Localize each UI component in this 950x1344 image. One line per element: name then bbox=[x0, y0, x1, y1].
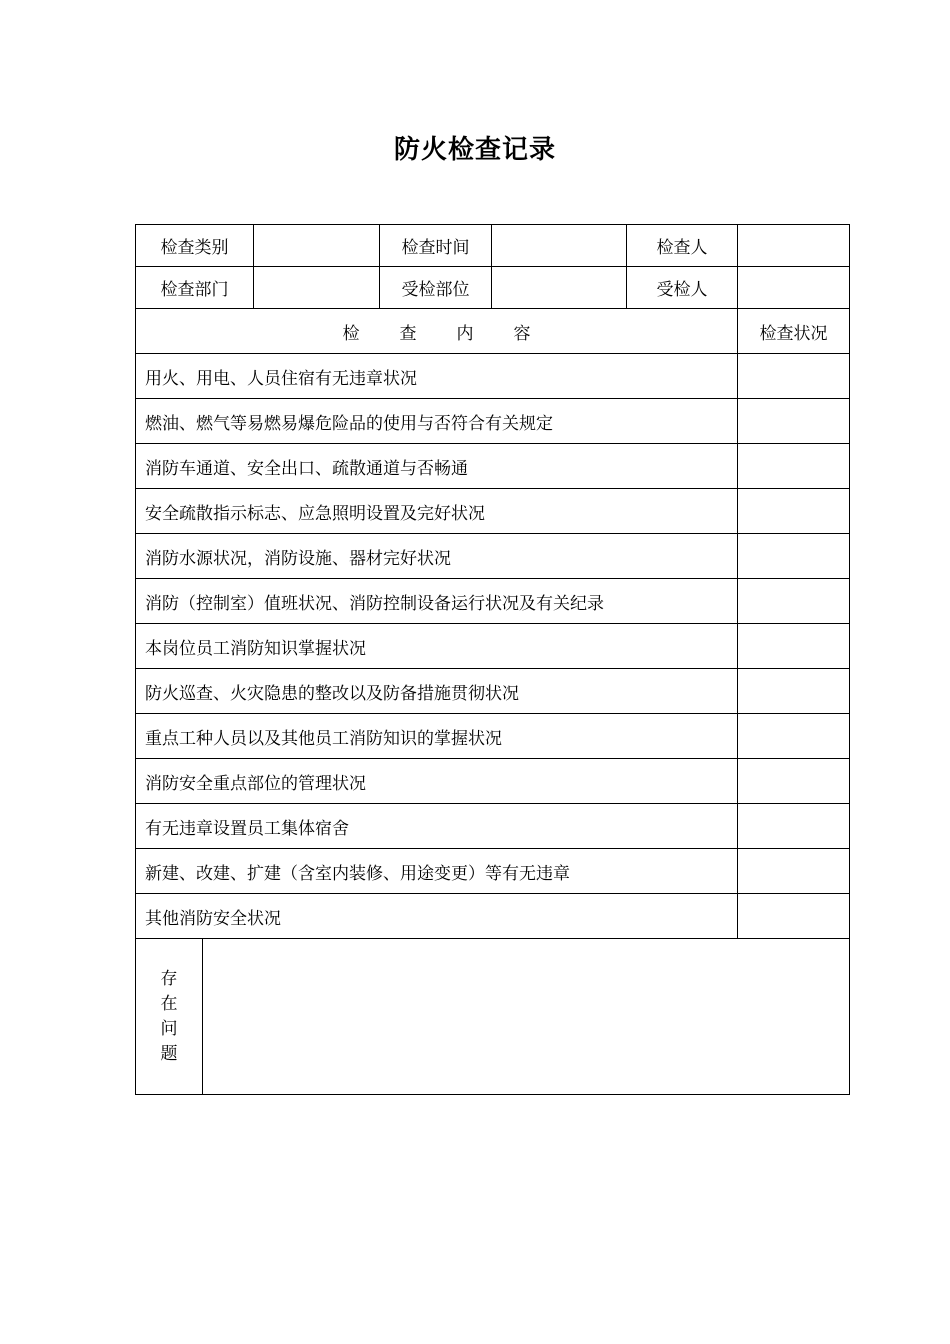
check-item-row bbox=[136, 624, 850, 669]
check-item-row bbox=[136, 579, 850, 624]
inspection-form-table bbox=[135, 224, 850, 1095]
issues-label bbox=[136, 939, 203, 1095]
issues-field[interactable] bbox=[203, 939, 850, 1095]
check-item-status[interactable] bbox=[738, 894, 850, 939]
check-item-status[interactable] bbox=[738, 399, 850, 444]
check-item-text: 消防安全重点部位的管理状况 bbox=[136, 759, 738, 804]
location-field[interactable] bbox=[492, 267, 627, 309]
check-item-status[interactable] bbox=[738, 579, 850, 624]
check-item-status[interactable] bbox=[738, 354, 850, 399]
inspectee-field[interactable] bbox=[738, 267, 850, 309]
check-item-row bbox=[136, 444, 850, 489]
issues-label-char: 问 bbox=[160, 1018, 178, 1039]
category-label: 检查类别 bbox=[136, 225, 254, 267]
inspector-field[interactable] bbox=[738, 225, 850, 267]
check-item-row bbox=[136, 399, 850, 444]
time-field[interactable] bbox=[492, 225, 627, 267]
check-item-status[interactable] bbox=[738, 849, 850, 894]
department-label: 检查部门 bbox=[136, 267, 254, 309]
check-item-status[interactable] bbox=[738, 669, 850, 714]
check-item-text: 消防水源状况，消防设施、器材完好状况 bbox=[136, 534, 738, 579]
check-item-text: 安全疏散指示标志、应急照明设置及完好状况 bbox=[136, 489, 738, 534]
inspectee-label: 受检人 bbox=[627, 267, 738, 309]
time-label: 检查时间 bbox=[380, 225, 492, 267]
check-item-text: 本岗位员工消防知识掌握状况 bbox=[136, 624, 738, 669]
check-item-status[interactable] bbox=[738, 804, 850, 849]
check-item-text: 新建、改建、扩建（含室内装修、用途变更）等有无违章 bbox=[136, 849, 738, 894]
check-item-status[interactable] bbox=[738, 489, 850, 534]
check-item-row bbox=[136, 894, 850, 939]
location-label: 受检部位 bbox=[380, 267, 492, 309]
content-header-row bbox=[136, 309, 850, 354]
issues-label-char: 存 bbox=[160, 968, 178, 989]
check-item-status[interactable] bbox=[738, 759, 850, 804]
check-item-row bbox=[136, 354, 850, 399]
header-row-2 bbox=[136, 267, 850, 309]
check-item-row bbox=[136, 669, 850, 714]
check-item-status[interactable] bbox=[738, 714, 850, 759]
issues-label-char: 题 bbox=[160, 1043, 178, 1064]
inspector-label: 检查人 bbox=[627, 225, 738, 267]
header-row-1 bbox=[136, 225, 850, 267]
check-item-text: 消防车通道、安全出口、疏散通道与否畅通 bbox=[136, 444, 738, 489]
check-item-text: 防火巡查、火灾隐患的整改以及防备措施贯彻状况 bbox=[136, 669, 738, 714]
page-title: 防火检查记录 bbox=[393, 135, 556, 165]
department-field[interactable] bbox=[254, 267, 380, 309]
status-column-header: 检查状况 bbox=[738, 309, 850, 354]
check-item-row bbox=[136, 489, 850, 534]
check-item-row bbox=[136, 849, 850, 894]
check-item-text: 用火、用电、人员住宿有无违章状况 bbox=[136, 354, 738, 399]
check-item-status[interactable] bbox=[738, 534, 850, 579]
check-item-row bbox=[136, 759, 850, 804]
issues-row bbox=[136, 939, 850, 1095]
check-item-row bbox=[136, 534, 850, 579]
check-item-status[interactable] bbox=[738, 624, 850, 669]
content-column-header: 检查内容 bbox=[136, 309, 738, 354]
check-item-text: 消防（控制室）值班状况、消防控制设备运行状况及有关纪录 bbox=[136, 579, 738, 624]
check-item-text: 重点工种人员以及其他员工消防知识的掌握状况 bbox=[136, 714, 738, 759]
check-item-status[interactable] bbox=[738, 444, 850, 489]
issues-label-char: 在 bbox=[160, 993, 178, 1014]
check-item-text: 有无违章设置员工集体宿舍 bbox=[136, 804, 738, 849]
category-field[interactable] bbox=[254, 225, 380, 267]
check-item-text: 燃油、燃气等易燃易爆危险品的使用与否符合有关规定 bbox=[136, 399, 738, 444]
check-item-text: 其他消防安全状况 bbox=[136, 894, 738, 939]
check-item-row bbox=[136, 804, 850, 849]
check-item-row bbox=[136, 714, 850, 759]
